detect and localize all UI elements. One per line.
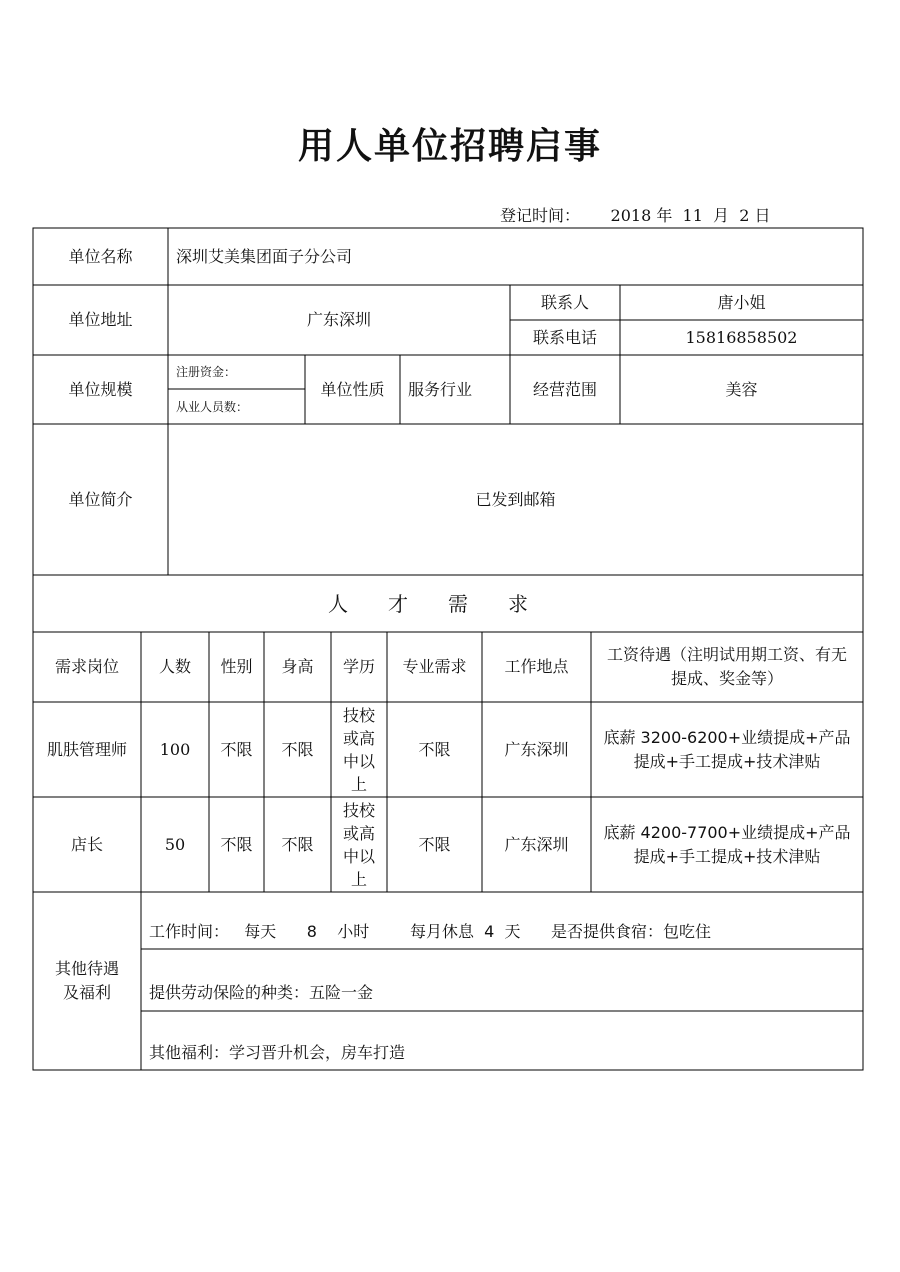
- row1-position: 肌肤管理师: [46, 739, 127, 759]
- row2-education: 技校或高中以上: [342, 800, 375, 889]
- nature-value: 服务行业: [408, 379, 473, 399]
- address-value: 广东深圳: [306, 310, 371, 329]
- header-gender: 性别: [220, 657, 253, 676]
- row2-position: 店长: [70, 834, 103, 854]
- scale-label: 单位规模: [68, 379, 133, 399]
- nature-label: 单位性质: [320, 379, 385, 399]
- scope-value: 美容: [725, 379, 758, 399]
- contact-label: 联系人: [540, 292, 589, 312]
- header-major: 专业需求: [402, 657, 467, 676]
- row1-count: 100: [159, 739, 191, 759]
- header-position: 需求岗位: [54, 657, 119, 676]
- contact-value: 唐小姐: [717, 292, 766, 312]
- phone-value: 15816858502: [685, 327, 798, 347]
- benefits-insurance: 提供劳动保险的种类：五险一金: [149, 983, 374, 1002]
- row1-major: 不限: [418, 739, 451, 759]
- scope-label: 经营范围: [532, 379, 597, 399]
- benefits-other: 其他福利：学习晋升机会，房车打造: [149, 1042, 406, 1062]
- company-name-value: 深圳艾美集团面子分公司: [176, 246, 353, 266]
- row2-height: 不限: [281, 834, 314, 854]
- row1-location: 广东深圳: [504, 739, 569, 759]
- row2-location: 广东深圳: [504, 834, 569, 854]
- page-title: 用人单位招聘启事: [297, 126, 602, 167]
- row2-gender: 不限: [220, 834, 253, 854]
- row1-gender: 不限: [220, 739, 253, 759]
- benefits-work-time: 工作时间： 每天 8 小时 每月休息 4 天 是否提供食宿：包吃住: [149, 921, 712, 941]
- intro-value: 已发到邮箱: [475, 489, 556, 509]
- demand-section-title: 人才需求: [328, 591, 568, 616]
- capital-label: 注册资金：: [176, 365, 237, 379]
- header-height: 身高: [281, 657, 314, 676]
- header-salary: 工资待遇（注明试用期工资、有无提成、奖金等）: [606, 645, 847, 688]
- row2-salary: 底薪 4200-7700+业绩提成+产品提成+手工提成+技术津贴: [603, 822, 851, 866]
- row1-education: 技校或高中以上: [342, 705, 375, 794]
- staff-label: 从业人员数：: [176, 399, 249, 414]
- address-label: 单位地址: [68, 310, 133, 329]
- phone-label: 联系电话: [532, 327, 597, 347]
- benefits-label: 其他待遇及福利: [54, 959, 119, 1002]
- header-education: 学历: [342, 657, 375, 676]
- header-location: 工作地点: [504, 657, 569, 676]
- row2-count: 50: [164, 834, 186, 854]
- row1-salary: 底薪 3200-6200+业绩提成+产品提成+手工提成+技术津贴: [603, 727, 851, 771]
- registration-label: 登记时间：: [500, 206, 581, 225]
- row1-height: 不限: [281, 739, 314, 759]
- registration-date: 2018 年 11 月 2 日: [610, 206, 771, 225]
- row2-major: 不限: [418, 834, 451, 854]
- intro-label: 单位简介: [68, 489, 133, 509]
- company-name-label: 单位名称: [68, 246, 133, 266]
- header-count: 人数: [158, 657, 191, 676]
